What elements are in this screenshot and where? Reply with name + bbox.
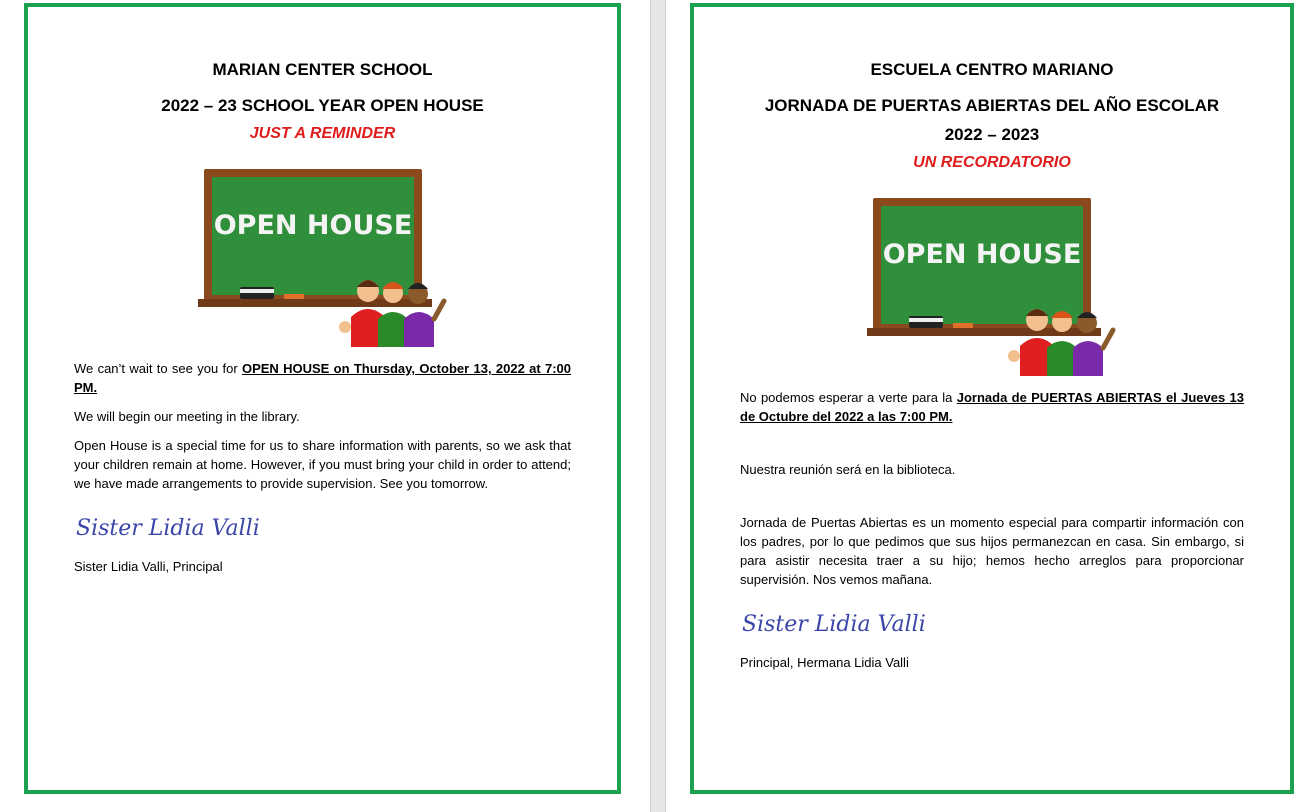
open-house-chalkboard-image-es <box>867 198 1117 376</box>
event-title-es <box>740 91 1244 149</box>
signature-script-es: Sister Lidia Valli <box>742 612 926 637</box>
event-title-es-line2: 2022 – 2023 <box>944 125 1040 144</box>
event-date-text-es: Jornada de PUERTAS ABIERTAS el Jueves 13 de Octubre del 2022 a las 7:00 PM. <box>740 390 1244 424</box>
principal-signature-es <box>740 599 930 643</box>
invitation-lead-es: No podemos esperar a verte para la <box>740 390 957 405</box>
principal-signoff: Sister Lidia Valli, Principal <box>74 559 223 574</box>
chalkboard-text-es: OPEN HOUSE <box>882 239 1082 270</box>
event-title-es-line1: JORNADA DE PUERTAS ABIERTAS DEL AÑO ESCOLAR <box>764 96 1220 115</box>
meeting-location-paragraph-es: Nuestra reunión será en la biblioteca. <box>740 462 956 477</box>
open-house-chalkboard-image <box>198 169 448 347</box>
english-flyer-content <box>74 55 571 586</box>
english-flyer-page <box>24 3 621 794</box>
invitation-paragraph-es <box>740 388 1244 426</box>
invitation-lead: We can’t wait to see you for <box>74 361 242 376</box>
principal-signoff-es: Principal, Hermana Lidia Valli <box>740 655 909 670</box>
principal-signature <box>74 503 264 547</box>
reminder-heading-es: UN RECORDATORIO <box>913 154 1071 171</box>
supervision-paragraph: Open House is a special time for us to share information with parents, so we ask that your children remain at home. However, if you must bring your child in order to attend; we have made arrangements to provide supervision. See you tomorrow. <box>74 438 571 491</box>
event-date-text: OPEN HOUSE on Thursday, October 13, 2022 at 7:00 PM. <box>74 361 571 395</box>
signature-script: Sister Lidia Valli <box>76 516 260 541</box>
invitation-paragraph <box>74 359 571 397</box>
reminder-heading: JUST A REMINDER <box>249 125 396 142</box>
supervision-paragraph-es: Jornada de Puertas Abiertas es un momento especial para compartir información con los padres, por lo que pedimos que sus hijos permanezcan en casa. Sin embargo, si para asistir necesita traer a su hijo; hemos hecho arreglos para proporcionar supervisión. Nos vemos mañana. <box>740 515 1244 587</box>
meeting-location-paragraph: We will begin our meeting in the library. <box>74 409 300 424</box>
school-name-es: ESCUELA CENTRO MARIANO <box>870 60 1114 79</box>
event-title: 2022 – 23 SCHOOL YEAR OPEN HOUSE <box>161 96 484 115</box>
spanish-flyer-content <box>740 55 1244 682</box>
page-gap-divider <box>650 0 666 812</box>
chalkboard-text: OPEN HOUSE <box>213 210 412 241</box>
school-name: MARIAN CENTER SCHOOL <box>212 60 433 79</box>
spanish-flyer-page <box>690 3 1294 794</box>
